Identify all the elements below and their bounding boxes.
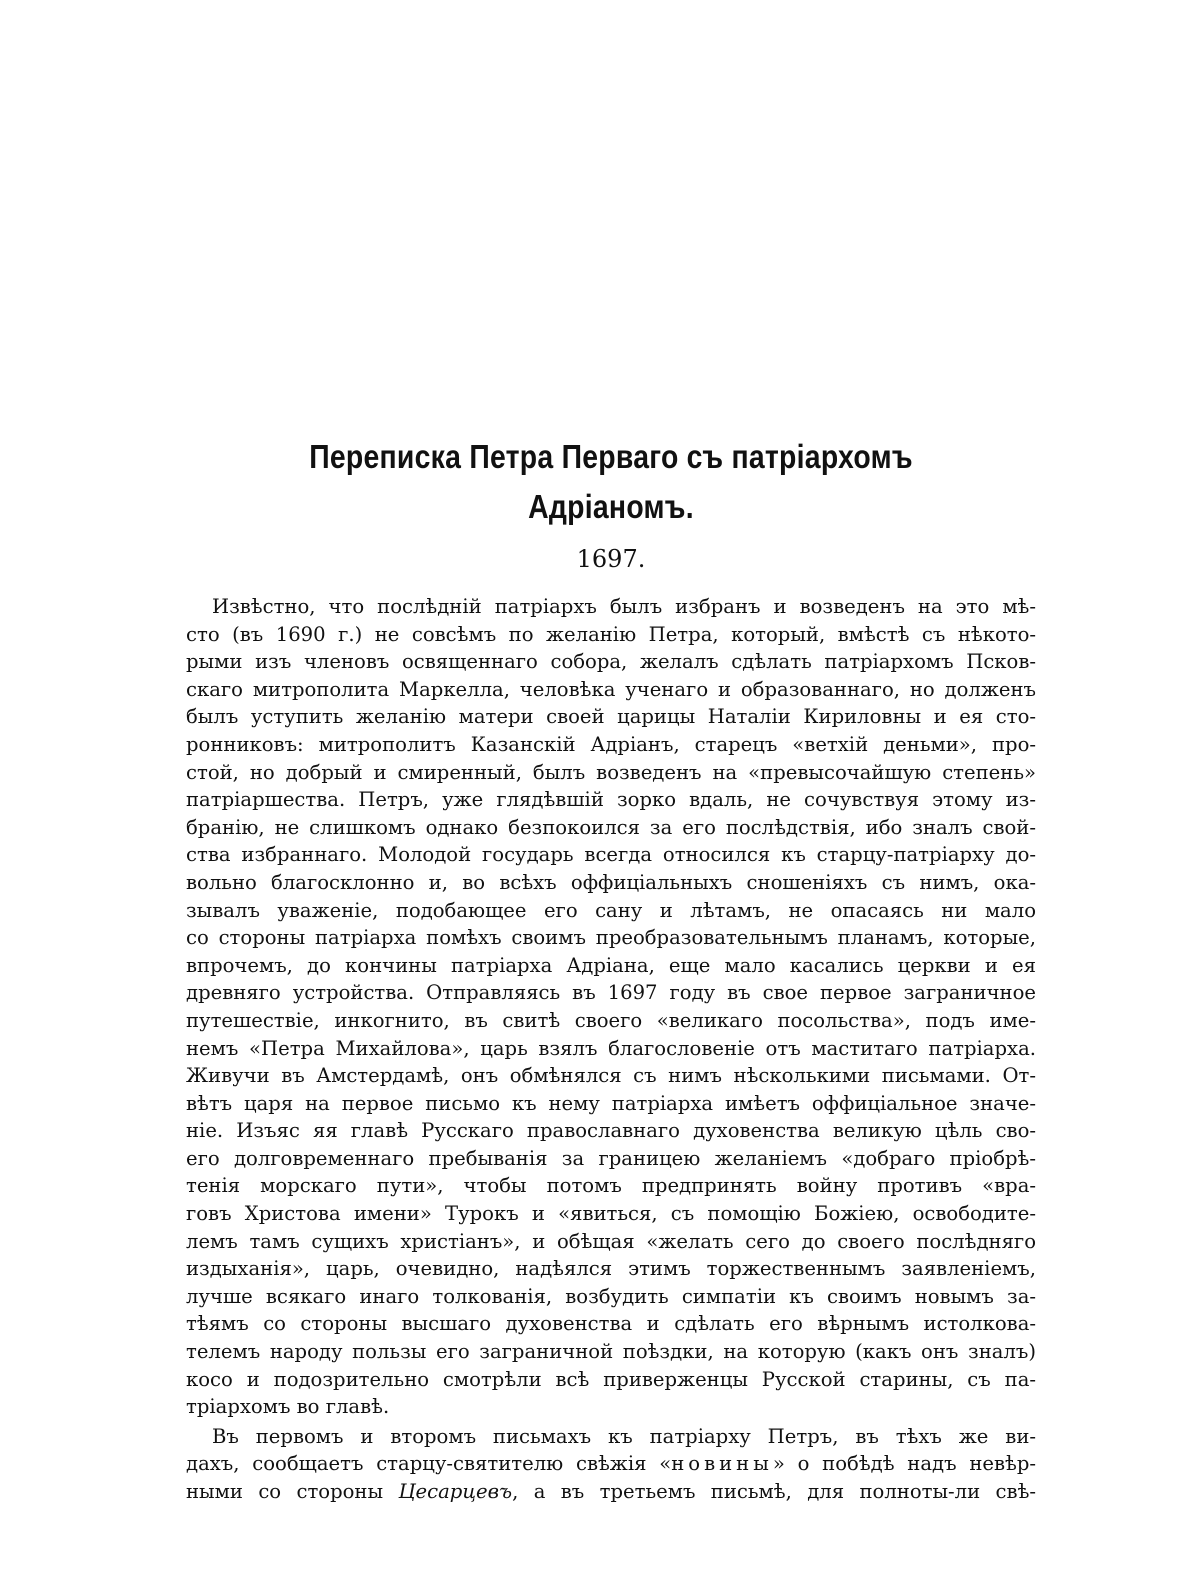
paragraph-line: ронниковъ: митрополитъ Казанскій Адріанъ, старецъ «ветхій деньми», про-: [186, 732, 1036, 756]
document-title: Переписка Петра Перваго съ патріархомъ Адріаномъ.: [309, 438, 913, 525]
paragraph-line: лучше всякаго инаго толкованія, возбудить симпатіи къ своимъ новымъ за-: [186, 1284, 1036, 1308]
paragraph-line: Въ первомъ и второмъ письмахъ къ патріарху Петръ, въ тѣхъ же ви-: [212, 1424, 1036, 1448]
paragraph-line: впрочемъ, до кончины патріарха Адріана, еще мало касались церкви и ея: [186, 953, 1036, 977]
paragraph-line: стой, но добрый и смиренный, былъ возведенъ на «превысочайшую степень»: [186, 760, 1036, 784]
paragraph-text: » о побѣдѣ надъ невѣр-: [772, 1452, 1036, 1476]
paragraph-line: телемъ народу пользы его заграничной поѣздки, на которую (какъ онъ зналъ): [186, 1340, 1036, 1364]
paragraph-line: Живучи въ Амстердамѣ, онъ обмѣнялся съ нимъ нѣсколькими письмами. От-: [186, 1064, 1036, 1088]
paragraph-line: издыханія», царь, очевидно, надѣялся этимъ торжественнымъ заявленіемъ,: [186, 1257, 1036, 1281]
paragraph-line: рыми изъ членовъ освященнаго собора, желалъ сдѣлать патріархомъ Псков-: [186, 650, 1036, 674]
paragraph-line: ства избраннаго. Молодой государь всегда относился къ старцу-патріарху до-: [186, 843, 1036, 867]
paragraph-text: ными со стороны: [186, 1480, 399, 1503]
paragraph-line: тріархомъ во главѣ.: [186, 1395, 390, 1419]
paragraph-line: былъ уступить желанію матери своей царицы Наталіи Кириловны и ея сто-: [186, 705, 1036, 729]
italic-word: Цесарцевъ: [398, 1480, 513, 1503]
paragraph-line: [186, 1450, 1036, 1478]
spaced-word: новины: [671, 1452, 773, 1476]
paragraph-line: бранію, не слишкомъ однако безпокоился за его послѣдствія, ибо зналъ свой-: [186, 815, 1036, 839]
paragraph-line: его долговременнаго пребыванія за границею желаніемъ «добраго пріобрѣ-: [186, 1146, 1036, 1170]
paragraph-line: [186, 1478, 1036, 1506]
paragraph-text: , а въ третьемъ письмѣ, для полноты-ли свѣ-: [512, 1480, 1037, 1503]
paragraph-1: [186, 593, 1036, 1421]
paragraph-text: дахъ, сообщаетъ старцу-святителю свѣжія «: [186, 1452, 672, 1476]
paragraph-line: Извѣстно, что послѣдній патріархъ былъ избранъ и возведенъ на это мѣ-: [212, 595, 1036, 618]
document-year: 1697.: [576, 545, 646, 573]
paragraph-line: сто (въ 1690 г.) не совсѣмъ по желанію Петра, который, вмѣстѣ съ нѣкото-: [186, 622, 1036, 646]
paragraph-line: древняго устройства. Отправляясь въ 1697 году въ свое первое заграничное: [186, 981, 1036, 1005]
paragraph-line: зывалъ уваженіе, подобающее его сану и лѣтамъ, не опасаясь ни мало: [186, 898, 1036, 922]
paragraph-line: скаго митрополита Маркелла, человѣка ученаго и образованнаго, но долженъ: [186, 677, 1036, 701]
paragraph-line: со стороны патріарха помѣхъ своимъ преобразовательнымъ планамъ, которые,: [186, 926, 1036, 950]
paragraph-line: путешествіе, инкогнито, въ свитѣ своего «великаго посольства», подъ име-: [186, 1008, 1036, 1032]
paragraph-line: говъ Христова имени» Турокъ и «явиться, съ помощію Божіею, освободите-: [186, 1202, 1036, 1226]
paragraph-line: вѣтъ царя на первое письмо къ нему патріарха имѣетъ оффиціальное значе-: [186, 1091, 1036, 1115]
paragraph-line: вольно благосклонно и, во всѣхъ оффиціальныхъ сношеніяхъ съ нимъ, ока-: [186, 870, 1036, 894]
paragraph-line: немъ «Петра Михайлова», царь взялъ благословеніе отъ маститаго патріарха.: [186, 1036, 1036, 1060]
paragraph-line: тенія морскаго пути», чтобы потомъ предпринять войну противъ «вра-: [186, 1174, 1036, 1198]
paragraph-2: [186, 1423, 1036, 1506]
paragraph-line: тѣямъ со стороны высшаго духовенства и сдѣлать его вѣрнымъ истолкова-: [186, 1312, 1036, 1336]
paragraph-line: патріаршества. Петръ, уже глядѣвшій зорко вдаль, не сочувствуя этому из-: [186, 788, 1036, 812]
paragraph-line: лемъ тамъ сущихъ христіанъ», и обѣщая «желать сего до своего послѣдняго: [186, 1229, 1036, 1253]
paragraph-line: косо и подозрительно смотрѣли всѣ приверженцы Русской старины, съ па-: [186, 1367, 1036, 1391]
paragraph-line: ніе. Изъяс яя главѣ Русскаго православнаго духовенства великую цѣль сво-: [186, 1119, 1036, 1143]
document-text-block: [186, 432, 1036, 1506]
